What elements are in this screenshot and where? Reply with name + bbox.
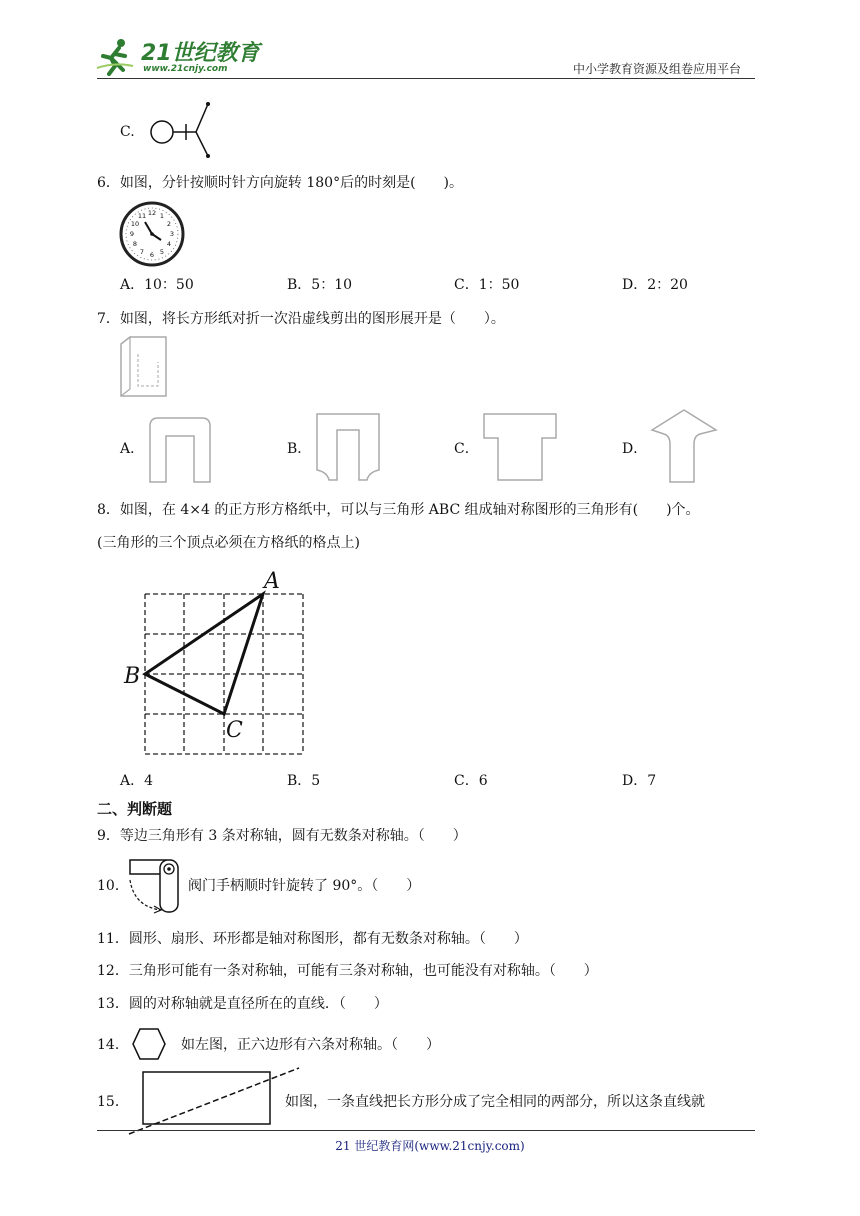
platform-title: 中小学教育资源及组卷应用平台 (573, 62, 742, 76)
q8-option-c[interactable]: C．6 (454, 773, 488, 789)
q12-text: 12．三角形可能有一条对称轴，可能有三条对称轴，也可能没有对称轴。（ ） (97, 963, 598, 979)
logo-text: 21世纪教育 (141, 41, 260, 66)
q15-text: 如图，一条直线把长方形分成了完全相同的两部分，所以这条直线就 (285, 1094, 705, 1110)
vertex-b-label: B (124, 664, 141, 689)
q7-option-b-figure (313, 410, 383, 482)
q6-text: 6．如图，分针按顺时针方向旋转 180°后的时刻是( )。 (97, 175, 464, 191)
q7-option-c-figure (480, 410, 560, 484)
q7-option-b[interactable]: B． (287, 441, 312, 457)
svg-text:8: 8 (132, 240, 138, 248)
q5-option-c-label: C. (120, 124, 135, 140)
q15-rectangle-figure (124, 1064, 304, 1138)
q15-number: 15． (97, 1094, 129, 1110)
svg-text:6: 6 (149, 251, 155, 259)
svg-text:5: 5 (159, 248, 165, 256)
q7-option-d-figure (648, 406, 720, 484)
q8-text-line2: (三角形的三个顶点必须在方格纸的格点上) (97, 535, 360, 551)
q7-text: 7．如图，将长方形纸对折一次沿虚线剪出的图形展开是（ ）。 (97, 311, 505, 327)
valve-handle-icon (124, 856, 184, 916)
q6-option-b[interactable]: B．5：10 (287, 277, 353, 293)
footer-text: 21 世纪教育网(www.21cnjy.com) (335, 1139, 525, 1153)
q14-number: 14． (97, 1037, 129, 1053)
footer-divider (97, 1130, 755, 1131)
q8-option-a[interactable]: A．4 (120, 773, 154, 789)
q13-text: 13．圆的对称轴就是直径所在的直线．（ ） (97, 996, 388, 1012)
q7-option-a-figure (146, 414, 216, 484)
q10-text: 阀门手柄顺时针旋转了 90°。（ ） (188, 878, 421, 894)
q9-text: 9．等边三角形有 3 条对称轴，圆有无数条对称轴。（ ） (97, 828, 467, 844)
header-divider (97, 78, 755, 79)
q7-option-d[interactable]: D． (622, 441, 648, 457)
svg-text:3: 3 (169, 230, 175, 238)
logo-url: www.21cnjy.com (143, 64, 228, 74)
q6-option-a[interactable]: A．10：50 (120, 277, 194, 293)
q6-option-d[interactable]: D．2：20 (622, 277, 688, 293)
vertex-a-label: A (264, 569, 280, 594)
q14-text: 如左图，正六边形有六条对称轴。（ ） (181, 1037, 440, 1053)
q8-text-line1: 8．如图，在 4×4 的正方形方格纸中，可以与三角形 ABC 组成轴对称图形的三角形有( )个。 (97, 502, 700, 518)
section-title: 二、判断题 (97, 800, 173, 818)
svg-text:10: 10 (130, 220, 140, 228)
runner-logo-icon (95, 36, 135, 76)
q10-number: 10． (97, 878, 129, 894)
q8-grid-figure (116, 564, 316, 764)
q7-option-a[interactable]: A． (120, 441, 145, 457)
svg-text:12: 12 (147, 209, 157, 217)
hexagon-icon (131, 1027, 167, 1061)
svg-text:1: 1 (159, 212, 165, 220)
svg-text:9: 9 (129, 230, 135, 238)
svg-text:2: 2 (166, 220, 172, 228)
q7-option-c[interactable]: C． (454, 441, 479, 457)
header-logo (95, 34, 265, 78)
q6-option-c[interactable]: C．1：50 (454, 277, 520, 293)
q8-option-b[interactable]: B．5 (287, 773, 321, 789)
q7-folded-paper-figure (118, 334, 174, 400)
q6-clock-icon (119, 201, 185, 267)
q11-text: 11．圆形、扇形、环形都是轴对称图形，都有无数条对称轴。（ ） (97, 931, 528, 947)
vertex-c-label: C (226, 718, 243, 743)
svg-text:4: 4 (166, 240, 172, 248)
q8-option-d[interactable]: D．7 (622, 773, 657, 789)
svg-text:11: 11 (137, 212, 147, 220)
svg-text:7: 7 (139, 248, 145, 256)
q5-option-c-figure (146, 98, 226, 164)
